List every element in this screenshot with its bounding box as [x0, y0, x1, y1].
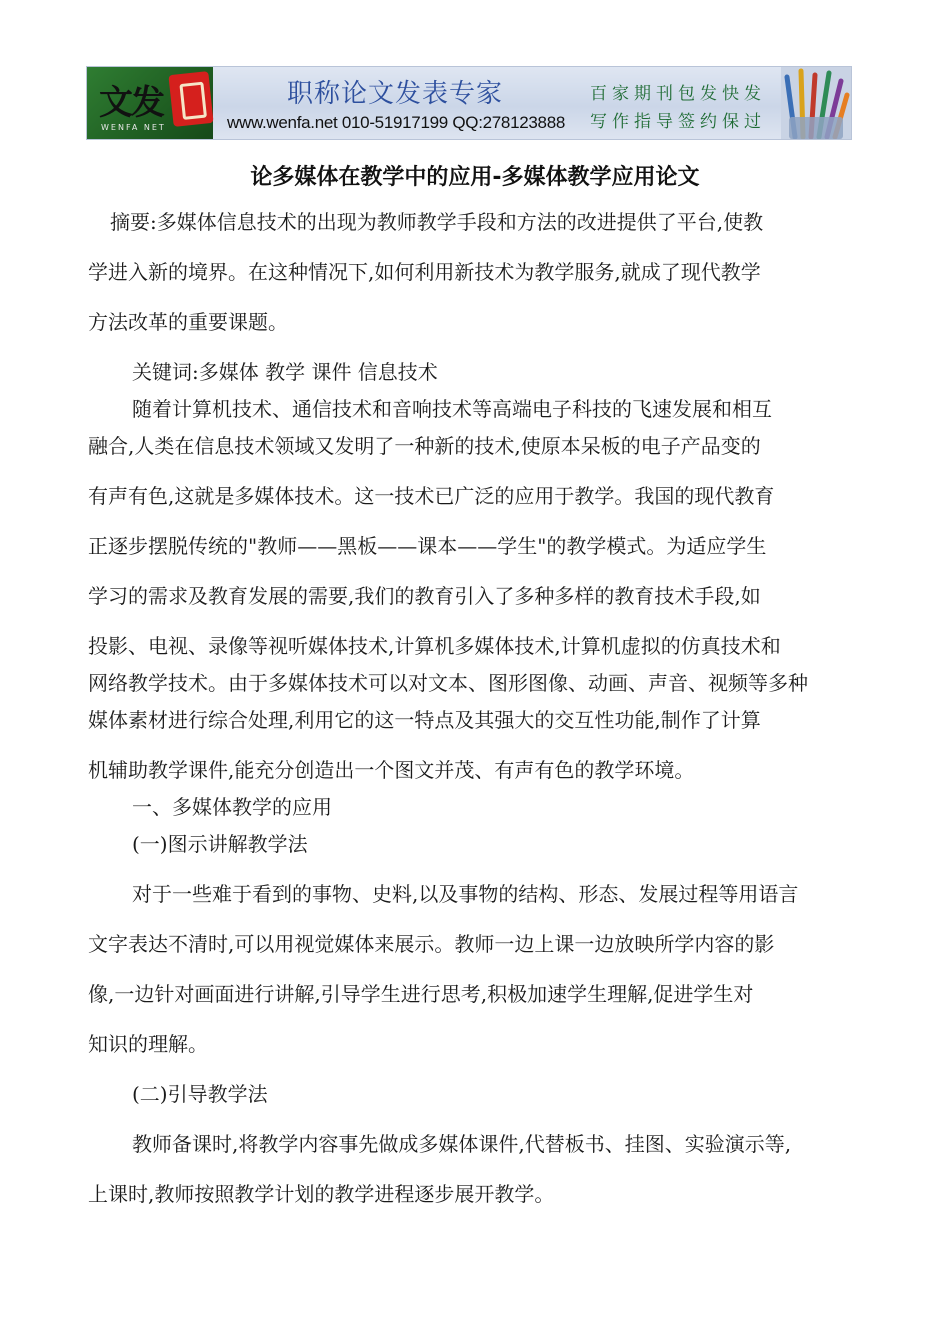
subsection-heading-2: (二)引导教学法: [132, 1082, 268, 1106]
body-line-14: 教师备课时,将教学内容事先做成多媒体课件,代替板书、挂图、实验演示等,: [132, 1132, 792, 1156]
pencils-icon: [781, 67, 851, 139]
logo-subtext: WENFA NET: [101, 123, 166, 132]
body-line-12: 像,一边针对画面进行讲解,引导学生进行思考,积极加速学生理解,促进学生对: [88, 982, 754, 1006]
keywords-line: 关键词:多媒体 教学 课件 信息技术: [132, 360, 438, 384]
abstract-line-1: 摘要:多媒体信息技术的出现为教师教学手段和方法的改进提供了平台,使教: [110, 210, 764, 234]
logo-mark-icon: [168, 71, 213, 127]
body-line-9: 机辅助教学课件,能充分创造出一个图文并茂、有声有色的教学环境。: [88, 758, 695, 782]
logo-text: 文发: [99, 83, 163, 123]
abstract-line-2: 学进入新的境界。在这种情况下,如何利用新技术为教学服务,就成了现代教学: [88, 260, 761, 284]
brand-title: 职称论文发表专家: [287, 79, 504, 109]
body-line-4: 正逐步摆脱传统的"教师——黑板——课本——学生"的教学模式。为适应学生: [88, 534, 767, 558]
body-line-10: 对于一些难于看到的事物、史料,以及事物的结构、形态、发展过程等用语言: [132, 882, 799, 906]
body-line-1: 随着计算机技术、通信技术和音响技术等高端电子科技的飞速发展和相互: [132, 397, 772, 421]
section-heading-1: 一、多媒体教学的应用: [132, 795, 332, 819]
slogan-line-1: 百家期刊包发快发: [590, 84, 766, 104]
body-line-11: 文字表达不清时,可以用视觉媒体来展示。教师一边上课一边放映所学内容的影: [88, 932, 775, 956]
body-line-6: 投影、电视、录像等视听媒体技术,计算机多媒体技术,计算机虚拟的仿真技术和: [88, 634, 781, 658]
body-line-8: 媒体素材进行综合处理,利用它的这一特点及其强大的交互性功能,制作了计算: [88, 708, 761, 732]
body-line-3: 有声有色,这就是多媒体技术。这一技术已广泛的应用于教学。我国的现代教育: [88, 484, 775, 508]
body-line-15: 上课时,教师按照教学计划的教学进程逐步展开教学。: [88, 1182, 555, 1206]
wenfa-logo: [87, 67, 213, 139]
body-line-5: 学习的需求及教育发展的需要,我们的教育引入了多种多样的教育技术手段,如: [88, 584, 761, 608]
body-line-7: 网络教学技术。由于多媒体技术可以对文本、图形图像、动画、声音、视频等多种: [88, 671, 808, 695]
brand-contact: www.wenfa.net 010-51917199 QQ:278123888: [227, 113, 566, 132]
slogan-line-2: 写作指导签约保过: [590, 112, 766, 132]
abstract-line-3: 方法改革的重要课题。: [88, 310, 288, 334]
body-line-2: 融合,人类在信息技术领域又发明了一种新的技术,使原本呆板的电子产品变的: [88, 434, 761, 458]
subsection-heading-1: (一)图示讲解教学法: [132, 832, 308, 856]
body-line-13: 知识的理解。: [88, 1032, 208, 1056]
document-title: 论多媒体在教学中的应用-多媒体教学应用论文: [250, 165, 700, 190]
header-banner: [86, 66, 852, 140]
